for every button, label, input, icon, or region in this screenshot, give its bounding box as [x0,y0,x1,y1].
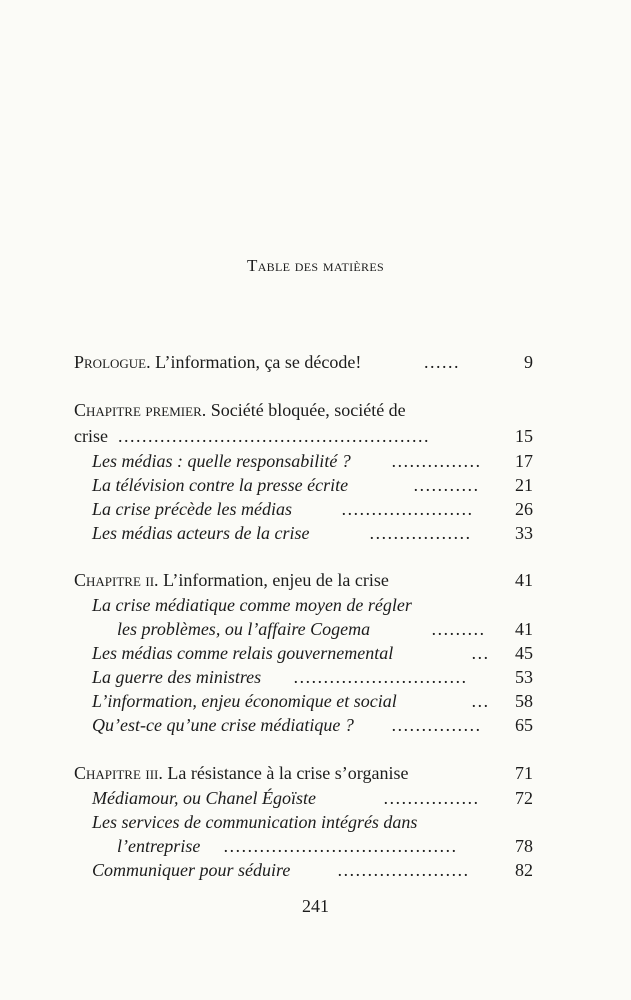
entry-title: La résistance à la crise s’organise [162,763,409,783]
entry-title: L’information, ça se décode! [150,352,362,372]
toc-entry [74,593,533,617]
entry-title: Les services de communication intégrés dans [92,812,418,832]
leader-dots: ... [472,643,490,663]
toc-entry-prologue [74,350,533,374]
page-number: 45 [515,643,533,663]
page-number: 53 [515,667,533,687]
toc-entry-chapter-2 [74,568,533,592]
entry-title: Les médias : quelle responsabilité ? [92,451,351,471]
entry-title: L’information, enjeu économique et social [92,691,397,711]
toc-entry [74,689,533,713]
entry-title: Les médias acteurs de la crise [92,523,310,543]
entry-title: Médiamour, ou Chanel Égoïste [92,788,316,808]
toc-entry-chapter-1-cont [74,424,533,448]
page-number: 58 [515,691,533,711]
leader-dots: ............................. [294,667,468,687]
toc-entry [74,665,533,689]
leader-dots: .................................................... [118,426,430,446]
entry-title: les problèmes, ou l’affaire Cogema [117,619,371,639]
toc-entry [74,473,533,497]
toc-entry [74,810,533,834]
toc-entry-cont [74,617,533,641]
toc-entry [74,713,533,737]
page-title: Table des matières [247,256,384,275]
leader-dots: ....................................... [224,836,458,856]
toc-entry [74,521,533,545]
page-number: 33 [515,523,533,543]
page-number: 41 [515,619,533,639]
entry-title: Société bloquée, société de [206,400,406,420]
page-number: 21 [515,475,533,495]
leader-dots: ............... [392,715,482,735]
page-folio-number: 241 [302,896,329,916]
entry-title: Qu’est-ce qu’une crise médiatique ? [92,715,354,735]
page-number: 71 [515,763,533,783]
toc-entry [74,786,533,810]
entry-label: Chapitre ii. [74,570,159,590]
toc-entry-cont [74,834,533,858]
toc-entry [74,497,533,521]
entry-title: La guerre des ministres [92,667,262,687]
page-number: 72 [515,788,533,808]
leader-dots: ...................... [338,860,470,880]
toc-entry-chapter-3 [74,761,533,785]
entry-title: crise [74,426,108,446]
leader-dots: ................. [370,523,472,543]
entry-title: Communiquer pour séduire [92,860,291,880]
entry-title: La crise médiatique comme moyen de régler [92,595,412,615]
page-number: 65 [515,715,533,735]
toc-entry [74,449,533,473]
page-number: 82 [515,860,533,880]
leader-dots: ................ [384,788,480,808]
leader-dots: ...... [424,352,460,372]
page-number: 17 [515,451,533,471]
page-number: 15 [515,426,533,446]
toc-entry [74,858,533,882]
page-number: 41 [515,570,533,590]
entry-label: Chapitre premier. [74,400,207,420]
entry-title: La crise précède les médias [92,499,292,519]
leader-dots: ......... [432,619,486,639]
leader-dots: ... [472,691,490,711]
entry-title: L’information, enjeu de la crise [158,570,389,590]
page-number: 78 [515,836,533,856]
leader-dots: ............... [392,451,482,471]
page-number: 9 [524,352,533,372]
entry-label: Chapitre iii. [74,763,163,783]
entry-title: Les médias comme relais gouvernemental [92,643,394,663]
entry-title: La télévision contre la presse écrite [92,475,349,495]
entry-label: Prologue. [74,352,151,372]
page-number: 26 [515,499,533,519]
toc-entry-chapter-1 [74,398,533,422]
toc-entry [74,641,533,665]
leader-dots: ........... [414,475,480,495]
entry-title: l’entreprise [117,836,201,856]
leader-dots: ...................... [342,499,474,519]
